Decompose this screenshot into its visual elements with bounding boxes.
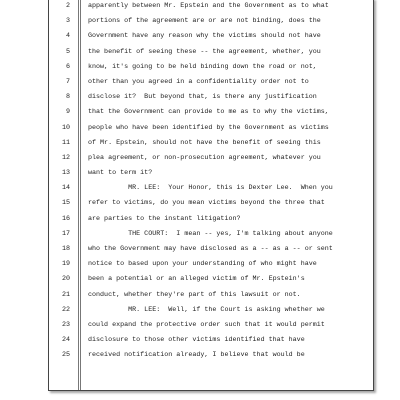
transcript-line xyxy=(49,29,373,44)
line-text: that the Government can provide to me as to why the victims, xyxy=(88,108,329,117)
line-text: THE COURT: I mean -- yes, I'm talking about anyone xyxy=(88,229,333,238)
transcript-line xyxy=(49,196,373,211)
line-number: 18 xyxy=(61,245,70,253)
line-text: apparently between Mr. Epstein and the Government as to what xyxy=(88,2,329,10)
line-text: notice to based upon your understanding of who might have xyxy=(88,260,317,269)
transcript-line xyxy=(49,212,373,227)
line-text: the benefit of seeing these -- the agreement, whether, you xyxy=(88,47,321,56)
transcript-line xyxy=(49,105,373,120)
line-text: other than you agreed in a confidentiality order not to xyxy=(88,77,309,86)
line-text: who the Government may have disclosed as a -- as a -- or sent xyxy=(88,245,333,253)
line-text: are parties to the instant litigation? xyxy=(88,214,241,223)
transcript-line xyxy=(49,45,373,60)
line-text: received notification already, I believe that would be xyxy=(88,351,305,360)
transcript-line xyxy=(49,348,373,363)
transcript-line xyxy=(49,14,373,29)
line-text: portions of the agreement are or are not binding, does the xyxy=(88,17,321,26)
transcript-line xyxy=(49,151,373,166)
line-number: 3 xyxy=(65,17,70,26)
transcript-line xyxy=(49,303,373,318)
line-text: plea agreement, or non-prosecution agreement, whatever you xyxy=(88,153,321,162)
line-number: 11 xyxy=(61,138,70,147)
line-number: 24 xyxy=(61,336,70,345)
line-text: could expand the protective order such that it would permit xyxy=(88,320,325,329)
line-number: 12 xyxy=(61,153,70,162)
transcript-line xyxy=(49,121,373,136)
line-number: 22 xyxy=(61,305,70,314)
transcript-line xyxy=(49,0,373,14)
line-text: been a potential or an alleged victim of Mr. Epstein's xyxy=(88,275,305,284)
line-text: MR. LEE: Your Honor, this is Dexter Lee. When you xyxy=(88,184,333,193)
transcript-line xyxy=(49,181,373,196)
line-text: Government have any reason why the victims should not have xyxy=(88,32,321,41)
line-text: conduct, whether they're part of this lawsuit or not. xyxy=(88,290,301,299)
transcript-line xyxy=(49,60,373,75)
line-text: people who have been identified by the Government as victims xyxy=(88,123,329,132)
transcript-line xyxy=(49,257,373,272)
line-number: 17 xyxy=(61,229,70,238)
transcript-line xyxy=(49,166,373,181)
line-number: 5 xyxy=(65,47,70,56)
transcript-line xyxy=(49,227,373,242)
transcript-line xyxy=(49,242,373,257)
line-text: MR. LEE: Well, if the Court is asking whether we xyxy=(88,305,325,314)
line-text: refer to victims, do you mean victims beyond the three that xyxy=(88,199,325,208)
line-number: 14 xyxy=(61,184,70,193)
line-text: of Mr. Epstein, should not have the benefit of seeing this xyxy=(88,138,321,147)
line-number: 19 xyxy=(61,260,70,269)
line-number: 13 xyxy=(61,169,70,178)
line-number: 2 xyxy=(65,2,70,10)
transcript-page xyxy=(48,0,374,391)
line-text: disclose it? But beyond that, is there any justification xyxy=(88,93,317,102)
line-number: 15 xyxy=(61,199,70,208)
line-number: 6 xyxy=(65,62,70,71)
line-number: 20 xyxy=(61,275,70,284)
line-number: 8 xyxy=(65,93,70,102)
transcript-line xyxy=(49,136,373,151)
line-text: disclosure to those other victims identified that have xyxy=(88,336,305,345)
line-text: know, it's going to be held binding down the road or not, xyxy=(88,62,317,71)
transcript-line xyxy=(49,272,373,287)
transcript-line xyxy=(49,90,373,105)
transcript-lines xyxy=(49,0,373,364)
line-number: 7 xyxy=(65,77,70,86)
line-number: 16 xyxy=(61,214,70,223)
transcript-line xyxy=(49,318,373,333)
line-number: 21 xyxy=(61,290,70,299)
transcript-line xyxy=(49,333,373,348)
line-number: 23 xyxy=(61,320,70,329)
transcript-line xyxy=(49,75,373,90)
line-text: want to term it? xyxy=(88,169,153,178)
transcript-line xyxy=(49,288,373,303)
line-number: 25 xyxy=(61,351,70,360)
line-number: 4 xyxy=(65,32,70,41)
line-number: 9 xyxy=(65,108,70,117)
line-number: 10 xyxy=(61,123,70,132)
